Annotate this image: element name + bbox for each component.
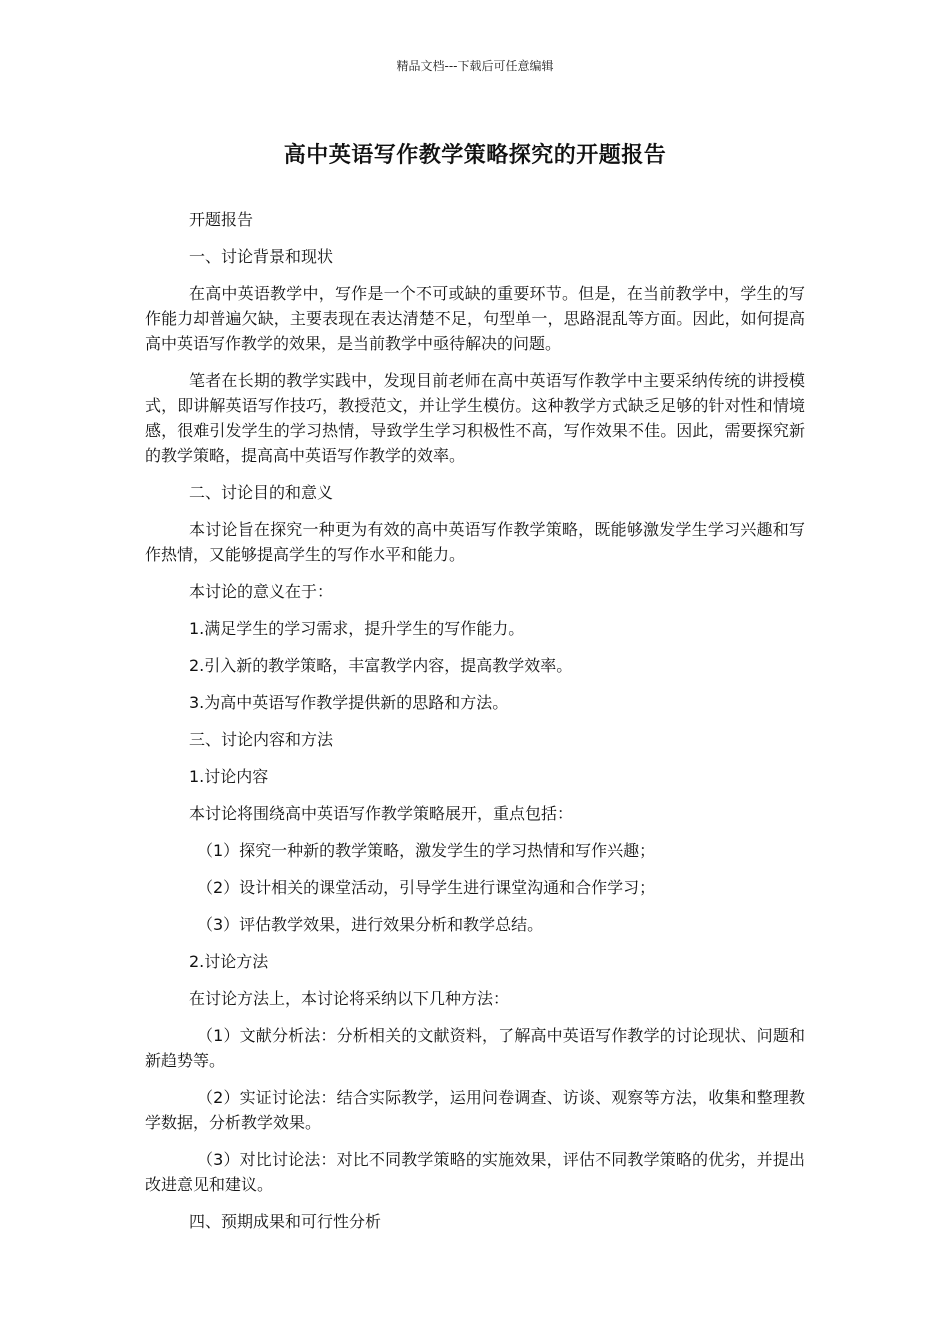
subsection-heading: 2.讨论方法 — [189, 952, 269, 971]
page-header: 精品文档---下载后可任意编辑 — [396, 59, 554, 73]
section-heading: 一、讨论背景和现状 — [189, 247, 334, 266]
list-item: （1）探究一种新的教学策略，激发学生的学习热情和写作兴趣； — [197, 841, 656, 860]
paragraph: 本讨论将围绕高中英语写作教学策略展开，重点包括： — [189, 804, 574, 823]
list-item: （3）评估教学效果，进行效果分析和教学总结。 — [197, 915, 544, 934]
section-heading: 三、讨论内容和方法 — [189, 730, 334, 749]
paragraph: 笔者在长期的教学实践中，发现目前老师在高中英语写作教学中主要采纳传统的讲授模式，即讲解英语写作技巧，教授范文，并让学生模仿。这种教学方式缺乏足够的针对性和情境感，很难引发学生的学习热情，导致学生学习积极性不高，写作效果不佳。因此，需要探究新的教学策略，提高高中英语写作教学的效率。 — [145, 371, 805, 465]
subsection-heading: 1.讨论内容 — [189, 767, 269, 786]
paragraph: 在讨论方法上，本讨论将采纳以下几种方法： — [189, 989, 510, 1008]
section-heading: 二、讨论目的和意义 — [189, 483, 334, 502]
list-item: （2）设计相关的课堂活动，引导学生进行课堂沟通和合作学习； — [197, 878, 656, 897]
list-item: 3.为高中英语写作教学提供新的思路和方法。 — [189, 693, 509, 712]
list-item: （3）对比讨论法：对比不同教学策略的实施效果，评估不同教学策略的优劣，并提出改进意见和建议。 — [145, 1150, 805, 1194]
paragraph: 本讨论旨在探究一种更为有效的高中英语写作教学策略，既能够激发学生学习兴趣和写作热情，又能够提高学生的写作水平和能力。 — [145, 520, 805, 564]
list-item: 1.满足学生的学习需求，提升学生的写作能力。 — [189, 619, 525, 638]
paragraph: 本讨论的意义在于： — [189, 582, 334, 601]
paragraph: 在高中英语教学中，写作是一个不可或缺的重要环节。但是，在当前教学中，学生的写作能力却普遍欠缺，主要表现在表达清楚不足，句型单一，思路混乱等方面。因此，如何提高高中英语写作教学的效果，是当前教学中亟待解决的问题。 — [145, 284, 805, 353]
list-item: （2）实证讨论法：结合实际教学，运用问卷调查、访谈、观察等方法，收集和整理教学数据，分析教学效果。 — [145, 1088, 805, 1132]
list-item: 2.引入新的教学策略，丰富教学内容，提高教学效率。 — [189, 656, 573, 675]
document-title: 高中英语写作教学策略探究的开题报告 — [283, 143, 667, 168]
document-body — [145, 207, 805, 1234]
paragraph: 开题报告 — [189, 210, 254, 229]
section-heading: 四、预期成果和可行性分析 — [189, 1212, 382, 1231]
list-item: （1）文献分析法：分析相关的文献资料，了解高中英语写作教学的讨论现状、问题和新趋势等。 — [145, 1026, 805, 1070]
